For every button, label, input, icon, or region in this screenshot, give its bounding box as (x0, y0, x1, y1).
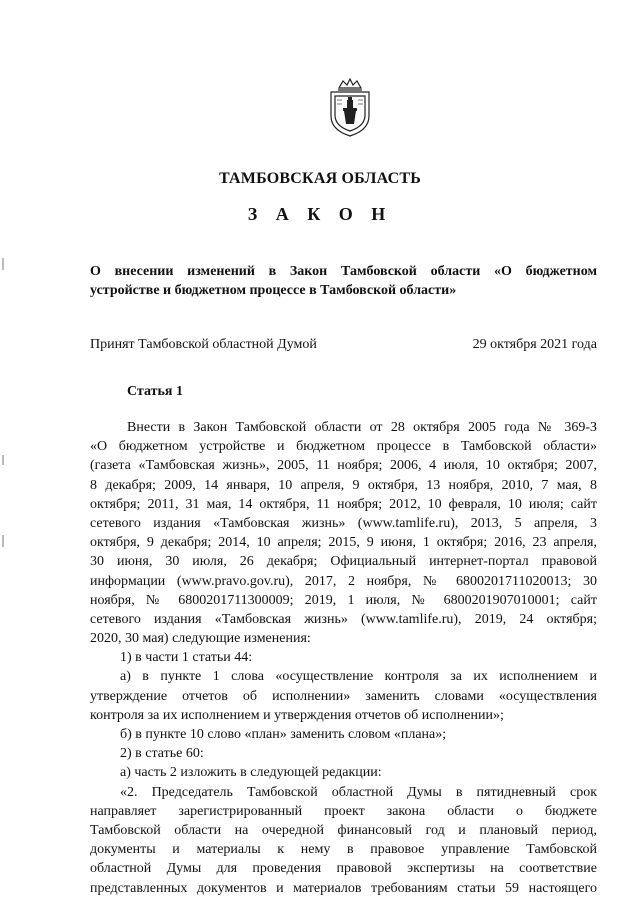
body-line: сетевого издания «Тамбовская жизнь» (www.tamlife.ru), 2013, 5 апреля, 3 (90, 515, 597, 531)
body-line: «2. Председатель Тамбовской областной Думы в пятидневный срок (120, 784, 597, 800)
body-line: «О бюджетном устройстве и бюджетном процессе в Тамбовской области» (90, 439, 597, 455)
body-line: документы и материалы к нему в правовое управление Тамбовской (90, 842, 597, 858)
body-line: 2) в статье 60: (120, 746, 204, 762)
body-line: сетевого издания «Тамбовская жизнь» (www.tamlife.ru), 2019, 24 октября; (90, 611, 597, 627)
body-line: 8 декабря; 2009, 14 января, 10 апреля, 9 октября, 13 ноября, 2010, 7 мая, 8 (90, 477, 597, 493)
scan-margin-mark (2, 258, 4, 270)
law-title-line: О внесении изменений в Закон Тамбовской области «О бюджетном (90, 264, 597, 279)
law-title-line: устройстве и бюджетном процессе в Тамбовской области» (90, 283, 457, 298)
document-type-heading: З А К О Н (247, 204, 393, 224)
body-line: октября, 9 декабря; 2014, 10 апреля; 2015, 9 июня, 1 октября; 2016, 23 апреля, (90, 535, 597, 551)
body-line: ноября, № 6800201711300009; 2019, 1 июля, № 6800201907010001; сайт (90, 592, 597, 608)
body-line: контроля за их исполнением и утверждения отчетов об исполнении»; (90, 707, 504, 723)
body-line: Тамбовской области на очередной финансовый год и плановый период, (90, 822, 597, 838)
body-line: областной Думы для проведения правовой экспертизы на соответствие (90, 861, 597, 877)
region-heading: ТАМБОВСКАЯ ОБЛАСТЬ (218, 170, 422, 187)
article-body (90, 418, 597, 898)
scan-margin-mark (2, 455, 4, 465)
body-line: информации (www.pravo.gov.ru), 2017, 2 ноября, № 6800201711020013; 30 (90, 573, 597, 589)
body-line: (газета «Тамбовская жизнь», 2005, 11 ноября; 2006, 4 июля, 10 октября; 2007, (90, 458, 597, 474)
scan-margin-mark (2, 535, 4, 547)
adopting-body: Принят Тамбовской областной Думой (90, 337, 317, 352)
tambov-coat-of-arms-icon (325, 78, 375, 138)
adoption-date: 29 октября 2021 года (472, 337, 597, 352)
body-line: представленных документов и материалов требованиям статьи 59 настоящего (90, 880, 597, 896)
adoption-info (90, 337, 597, 353)
body-line: 1) в части 1 статьи 44: (120, 650, 253, 666)
body-line: Внести в Закон Тамбовской области от 28 октября 2005 года № 369-З (127, 420, 597, 435)
body-line: 30 июня, 30 июля, 26 декабря; Официальный интернет-портал правовой (90, 554, 597, 570)
body-line: а) в пункте 1 слова «осуществление контроля за их исполнением и (120, 669, 597, 685)
body-line: октября; 2011, 31 мая, 14 октября, 11 ноября; 2012, 10 февраля, 10 июля; сайт (90, 496, 597, 512)
body-line: направляет зарегистрированный проект закона области о бюджете (90, 803, 597, 819)
body-line: 2020, 30 мая) следующие изменения: (90, 631, 311, 647)
body-line: б) в пункте 10 слово «план» заменить словом «плана»; (120, 727, 447, 742)
body-line: утверждение отчетов об исполнении» заменить словами «осуществления (90, 688, 597, 704)
law-title (90, 262, 597, 300)
article-heading: Статья 1 (127, 384, 183, 399)
body-line: а) часть 2 изложить в следующей редакции: (120, 765, 382, 781)
